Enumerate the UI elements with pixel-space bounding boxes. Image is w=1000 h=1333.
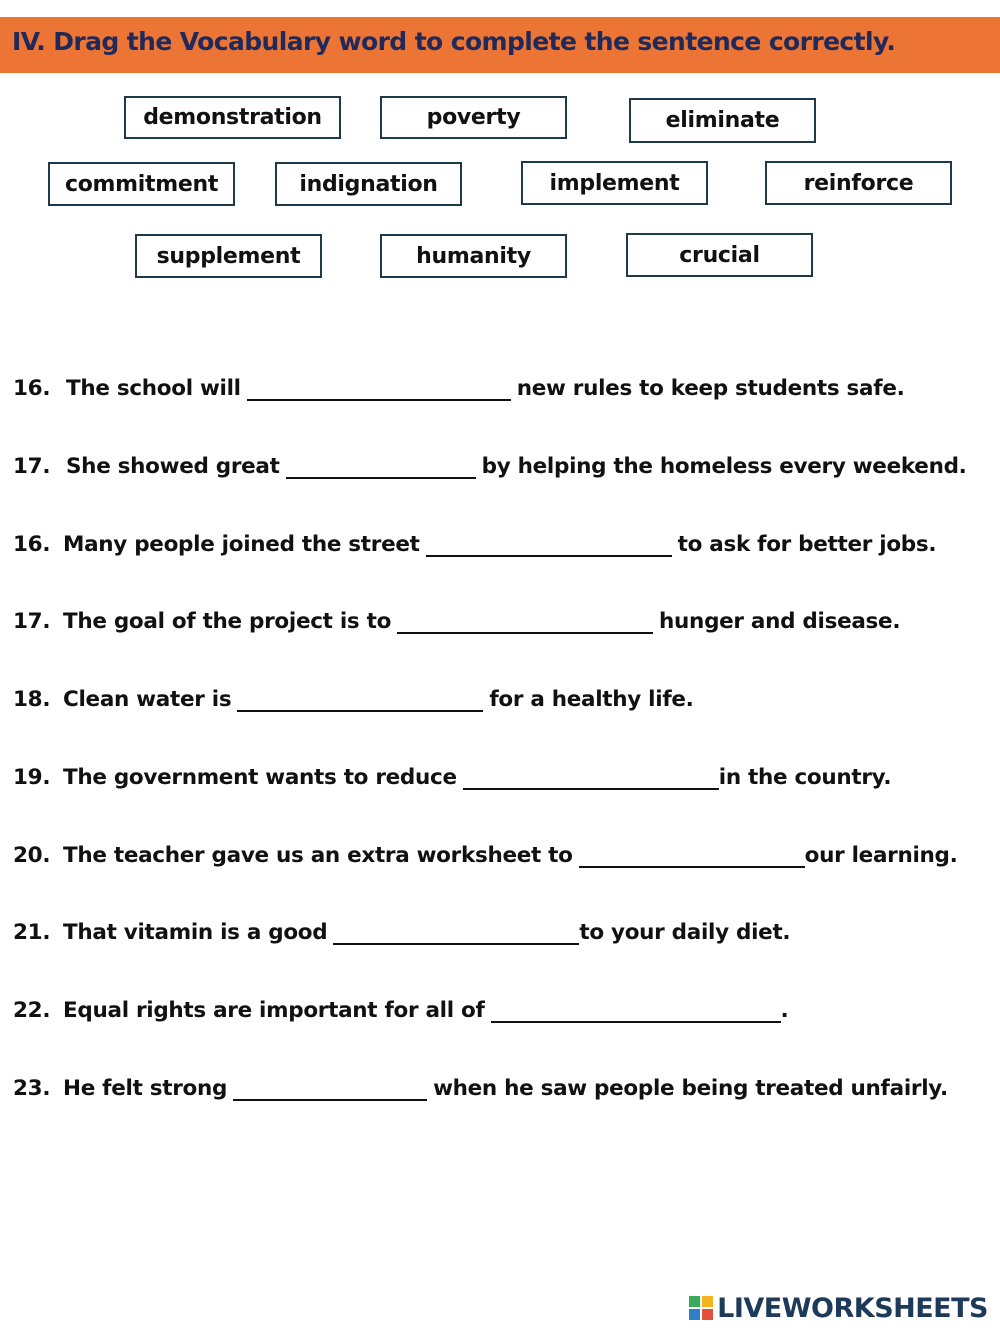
answer-blank-10[interactable] <box>233 1075 427 1101</box>
sentence-9 <box>13 993 788 1023</box>
sentence-4 <box>13 604 900 634</box>
sentence-number: 17. <box>13 454 51 479</box>
word-humanity[interactable]: humanity <box>380 234 567 278</box>
sentence-text-after: by helping the homeless every weekend. <box>481 454 967 479</box>
sentence-text-after: to ask for better jobs. <box>677 532 937 557</box>
answer-blank-2[interactable] <box>286 453 476 479</box>
sentence-1 <box>13 371 904 401</box>
sentence-3 <box>13 527 936 557</box>
sentence-text-before: Many people joined the street <box>63 532 420 557</box>
answer-blank-9[interactable] <box>491 997 781 1023</box>
sentence-text-before: Equal rights are important for all of <box>63 998 485 1023</box>
word-eliminate[interactable]: eliminate <box>629 98 816 143</box>
sentence-text-before: The government wants to reduce <box>63 765 457 790</box>
sentence-text-before: The goal of the project is to <box>63 609 392 634</box>
sentence-text-before: The teacher gave us an extra worksheet to <box>63 843 573 868</box>
sentence-text-after: for a healthy life. <box>489 687 694 712</box>
sentence-number: 17. <box>13 609 51 634</box>
answer-blank-1[interactable] <box>247 375 511 401</box>
sentence-number: 20. <box>13 843 51 868</box>
sentence-5 <box>13 682 694 712</box>
sentence-text-before: That vitamin is a good <box>63 920 328 945</box>
instruction-title: IV. Drag the Vocabulary word to complete the sentence correctly. <box>12 27 896 56</box>
header-bar <box>0 17 1000 73</box>
sentence-text-before: The school will <box>66 376 241 401</box>
sentence-text-after: hunger and disease. <box>659 609 901 634</box>
word-indignation[interactable]: indignation <box>275 162 462 206</box>
liveworksheets-logo <box>689 1290 988 1326</box>
sentence-number: 23. <box>13 1076 51 1101</box>
brand-name: LIVEWORKSHEETS <box>717 1292 988 1324</box>
answer-blank-3[interactable] <box>426 531 672 557</box>
answer-blank-4[interactable] <box>397 608 653 634</box>
word-poverty[interactable]: poverty <box>380 96 567 139</box>
sentence-10 <box>13 1071 948 1101</box>
sentence-text-after: in the country. <box>718 765 892 790</box>
sentence-8 <box>13 915 790 945</box>
sentence-text-after: when he saw people being treated unfairly. <box>433 1076 948 1101</box>
sentence-text-after: new rules to keep students safe. <box>516 376 905 401</box>
sentence-text-before: Clean water is <box>63 687 232 712</box>
word-reinforce[interactable]: reinforce <box>765 161 952 205</box>
sentence-6 <box>13 760 891 790</box>
word-implement[interactable]: implement <box>521 161 708 205</box>
sentence-number: 21. <box>13 920 51 945</box>
sentence-text-after: . <box>780 998 789 1023</box>
sentence-text-after: our learning. <box>804 843 958 868</box>
answer-blank-6[interactable] <box>463 764 719 790</box>
answer-blank-8[interactable] <box>333 919 579 945</box>
sentence-number: 18. <box>13 687 51 712</box>
word-commitment[interactable]: commitment <box>48 162 235 206</box>
sentence-text-after: to your daily diet. <box>579 920 791 945</box>
answer-blank-7[interactable] <box>579 842 805 868</box>
liveworksheets-logo-icon <box>689 1296 713 1320</box>
word-crucial[interactable]: crucial <box>626 233 813 277</box>
sentence-text-before: She showed great <box>66 454 280 479</box>
sentence-text-before: He felt strong <box>63 1076 228 1101</box>
sentence-number: 16. <box>13 376 51 401</box>
sentence-number: 16. <box>13 532 51 557</box>
word-supplement[interactable]: supplement <box>135 234 322 278</box>
answer-blank-5[interactable] <box>237 686 483 712</box>
sentence-7 <box>13 838 958 868</box>
sentence-number: 19. <box>13 765 51 790</box>
word-demonstration[interactable]: demonstration <box>124 96 341 139</box>
sentence-number: 22. <box>13 998 51 1023</box>
sentence-2 <box>13 449 967 479</box>
